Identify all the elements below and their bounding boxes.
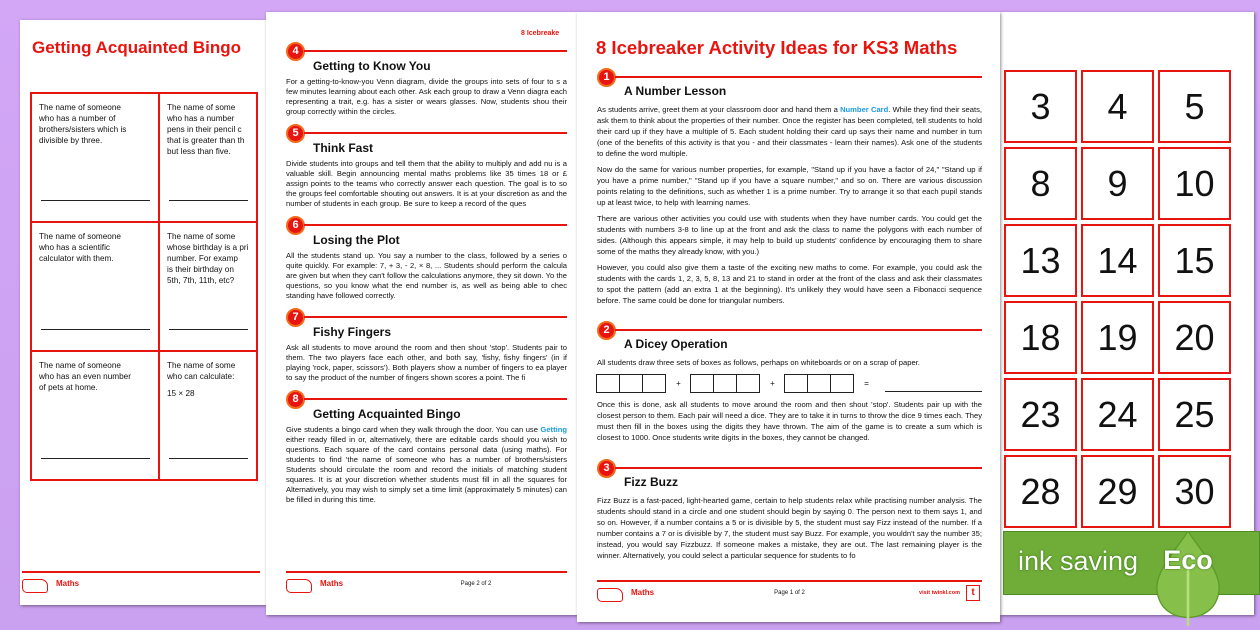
number-card: 13 bbox=[1004, 224, 1077, 297]
text-line: and the number of students in each group. Be sure to keep a record of the ques bbox=[286, 189, 567, 208]
number-card: 20 bbox=[1158, 301, 1231, 374]
bingo-grid bbox=[30, 92, 258, 481]
equals-sign: = bbox=[864, 379, 869, 388]
answer-line bbox=[885, 376, 982, 392]
paragraph: There are various other activities you could use with students when they have number cards. You could get the students with numbers 3-8 to line up at the front and ask the class to name the polygons with each number of sides. (Although this appears simple, it may help to build up students' confidence by encouraging them to share some of the maths they already know, with you.) bbox=[597, 214, 982, 256]
paragraph: Now do the same for various number properties, for example, "Stand up if you have a factor of 24," "Stand up if you have a prime number," "Stand up if you have a square number," and so on. There are various discussion points relating to the definitions, such as whether 1 is a prime number. Try to arrange it so that each pupil stands up at least twice, to help with learning names. bbox=[597, 165, 982, 207]
cell-text-line: The name of some bbox=[167, 361, 236, 370]
footer-page-number: Page 1 of 2 bbox=[774, 590, 805, 596]
answer-line bbox=[41, 200, 150, 201]
twinkl-logo-icon bbox=[286, 579, 312, 593]
bingo-title: Getting Acquainted Bingo bbox=[32, 38, 242, 57]
bingo-cell bbox=[159, 222, 257, 351]
footer-subject: Maths bbox=[320, 579, 344, 588]
text-line: Divide students into groups and tell them that the ability to multiply and add nu bbox=[286, 159, 553, 168]
number-card: 5 bbox=[1158, 70, 1231, 143]
number-card: 3 bbox=[1004, 70, 1077, 143]
cell-text-line: The name of someone bbox=[39, 361, 121, 370]
answer-line bbox=[41, 458, 150, 459]
paragraph bbox=[286, 251, 567, 301]
answer-line bbox=[169, 200, 248, 201]
section-number-badge: 7 bbox=[286, 308, 305, 327]
text-line: can be filled in during this time. bbox=[286, 485, 567, 504]
twinkl-logo-icon bbox=[597, 588, 623, 602]
paragraph: Once this is done, ask all students to move around the room and then shout 'stop'. Students pair up with the closest person to them. Each pair will need a dice. They are to take it in turns to throw the dice 9 times each. They must then fill in the boxes using the digits they have thrown. The aim of the game is to create a sum which is closest to 1000. Once students write digits in the boxes, they cannot be changed. bbox=[597, 400, 982, 442]
page-title: 8 Icebreaker Activity Ideas for KS3 Maths bbox=[596, 37, 958, 58]
section-heading: Fizz Buzz bbox=[624, 475, 678, 489]
cell-text-line: that is greater than th bbox=[167, 136, 245, 145]
cell-text-line: pens in their pencil c bbox=[167, 125, 242, 134]
number-card: 25 bbox=[1158, 378, 1231, 451]
section-getting-to-know-you bbox=[286, 42, 567, 117]
bingo-cell bbox=[159, 351, 257, 480]
section-heading: Think Fast bbox=[313, 141, 374, 155]
answer-line bbox=[169, 458, 248, 459]
section-divider bbox=[304, 316, 567, 318]
text-line: All the students stand up. You say a number to the class, followed by a series o bbox=[286, 251, 567, 260]
paragraph: All students draw three sets of boxes as follows, perhaps on whiteboards or on a scrap of paper. bbox=[597, 358, 920, 367]
number-card: 28 bbox=[1004, 455, 1077, 528]
text-line: questions. Each square of the card contains personal data (using maths). For bbox=[286, 445, 567, 454]
cell-text-line: The name of some bbox=[167, 103, 236, 112]
number-card-link[interactable]: Number Card bbox=[840, 105, 889, 114]
section-heading: Getting Acquainted Bingo bbox=[313, 407, 461, 421]
section-number-badge: 4 bbox=[286, 42, 305, 61]
section-divider bbox=[304, 398, 567, 400]
page-footer bbox=[286, 571, 567, 593]
number-card: 19 bbox=[1081, 301, 1154, 374]
section-number-badge: 3 bbox=[597, 459, 616, 478]
section-number-badge: 6 bbox=[286, 216, 305, 235]
number-card: 30 bbox=[1158, 455, 1231, 528]
text-line: Alternatively, you may wish to simply set a time limit (approximately 5 minutes) bbox=[286, 485, 553, 494]
cell-text-line: who can calculate: bbox=[167, 372, 235, 381]
bingo-cell bbox=[159, 93, 257, 222]
paragraph bbox=[286, 343, 567, 383]
number-card-grid bbox=[1004, 70, 1231, 528]
section-number-badge: 2 bbox=[597, 321, 616, 340]
cell-text-line: 15 × 28 bbox=[167, 389, 195, 398]
cell-text-line: The name of someone bbox=[39, 103, 121, 112]
section-losing-the-plot bbox=[286, 216, 567, 301]
bingo-cell bbox=[31, 222, 159, 351]
cell-text-line: who has a number bbox=[167, 114, 235, 123]
bingo-cell bbox=[31, 351, 159, 480]
text-line: assign points to the teams who correctly answer each question. The goal is to bbox=[286, 179, 557, 188]
text-line: Students should circulate the room and record the initials of matching student bbox=[286, 465, 567, 474]
bingo-link[interactable]: Getting bbox=[540, 425, 567, 434]
cell-text-line: who has a number of bbox=[39, 114, 116, 123]
number-card: 23 bbox=[1004, 378, 1077, 451]
text-line: students to find 'the name of someone who has a number of brothers/sisters bbox=[286, 455, 567, 464]
section-heading: Fishy Fingers bbox=[313, 325, 392, 339]
cell-text-line: but less than five. bbox=[167, 147, 231, 156]
cell-text-line: brothers/sisters which is bbox=[39, 125, 127, 134]
digit-boxes-diagram bbox=[597, 374, 982, 393]
eco-badge-label: Eco bbox=[1163, 545, 1213, 575]
number-card: 4 bbox=[1081, 70, 1154, 143]
page-header: 8 Icebreake bbox=[521, 30, 560, 37]
text-line: quite quickly. For example: 7, + 3, - 2, × 8, ... Students should perform the calcula bbox=[286, 261, 567, 270]
text-line: their group correctly within the circles. bbox=[286, 97, 567, 116]
text-line: standing have followed correctly. bbox=[286, 291, 396, 300]
cell-text-line: is their birthday on bbox=[167, 265, 234, 274]
number-card: 9 bbox=[1081, 147, 1154, 220]
section-fishy-fingers bbox=[286, 308, 567, 383]
paragraph: However, you could also give them a taste of the exciting new maths to come. For example, you could ask the students with the cards 1, 2, 3, 5, 8, 13 and 21 to stand in order at the front of the class and ask their classmates to spot the pattern (add an extra 1 at the beginning). It's unlikely they would have seen a Fibonacci sequence before. The same could be done for triangular numbers. bbox=[597, 263, 982, 305]
number-card: 10 bbox=[1158, 147, 1231, 220]
footer-page-number: Page 2 of 2 bbox=[460, 581, 492, 587]
bingo-cell bbox=[31, 93, 159, 222]
text-line: is a valuable skill. Begin announcing mental maths problems like 35 times 18 or £ bbox=[286, 159, 567, 178]
number-card: 29 bbox=[1081, 455, 1154, 528]
digit-box-set bbox=[691, 374, 760, 393]
section-divider bbox=[615, 76, 982, 78]
text-line: if playing 'rock, paper, scissors'). Both players show a number of fingers to ea bbox=[286, 353, 567, 372]
page-footer bbox=[22, 571, 260, 593]
number-card: 14 bbox=[1081, 224, 1154, 297]
bingo-sheet-page bbox=[20, 20, 266, 605]
page-footer bbox=[597, 580, 982, 602]
text-line: Ask all students to move around the room and then shout 'stop'. Students pair bbox=[286, 343, 558, 352]
section-heading: Losing the Plot bbox=[313, 233, 400, 247]
number-card: 8 bbox=[1004, 147, 1077, 220]
paragraph bbox=[286, 425, 567, 505]
plus-sign: + bbox=[676, 379, 681, 388]
text-line: For a getting-to-know-you Venn diagram, divide the groups into sets of four to s bbox=[286, 77, 561, 86]
cell-text-line: divisible by three. bbox=[39, 136, 103, 145]
section-divider bbox=[615, 467, 982, 469]
activity-page-1 bbox=[577, 12, 1000, 622]
section-divider bbox=[304, 50, 567, 52]
cell-text-line: who has a scientific bbox=[39, 243, 110, 252]
number-card: 18 bbox=[1004, 301, 1077, 374]
section-heading: A Number Lesson bbox=[624, 84, 727, 98]
text: Give students a bingo card when they walk through the door. You can use bbox=[286, 425, 541, 434]
footer-subject: Maths bbox=[56, 579, 80, 588]
activity-page-2 bbox=[266, 12, 577, 615]
text-line: the questions, so you know what the end number is, as well as being able to chec bbox=[286, 271, 567, 290]
section-think-fast bbox=[286, 124, 567, 209]
twinkl-badge-icon: t bbox=[966, 585, 980, 601]
plus-sign: + bbox=[770, 379, 775, 388]
text-line: player to say the product of the number of fingers shown scores a point. The fi bbox=[286, 363, 567, 382]
section-heading: A Dicey Operation bbox=[624, 337, 728, 351]
paragraph bbox=[286, 77, 567, 117]
paragraph: Fizz Buzz is a fast-paced, light-hearted game, certain to help students relax while practising number analysis. The students should stand in a circle and one student should begin by saying 0. The person next to them says 1, and so on. However, if a number contains a 5 or is divisible by 5, the student must say Fizz instead of the number. If a number contains a 7 or is divisible by 7, the student must say Buzz. For example, you wouldn't say the number 35; instead, you would say Fizzbuzz. If someone makes a mistake, they are out. The last remaining player is the winner. Alternatively, you could select a particular sequence for students to fo bbox=[597, 496, 982, 560]
cell-text-line: The name of someone bbox=[39, 232, 121, 241]
section-number-badge: 5 bbox=[286, 124, 305, 143]
cell-text-line: whose birthday is a pri bbox=[167, 243, 249, 252]
text-line: squares. It is at your discretion whether students must fill in all the squares for bbox=[286, 475, 567, 484]
text-line: a few minutes learning about each other. Ask each group to draw a Venn diagra bbox=[286, 77, 567, 96]
number-cards-page bbox=[1000, 12, 1254, 615]
answer-line bbox=[169, 329, 248, 330]
number-card: 24 bbox=[1081, 378, 1154, 451]
cell-text-line: The name of some bbox=[167, 232, 236, 241]
cell-text-line: of pets at home. bbox=[39, 383, 98, 392]
section-heading: Getting to Know You bbox=[313, 59, 431, 73]
cell-text-line: who has an even number bbox=[39, 372, 131, 381]
footer-visit-link[interactable]: visit twinkl.com bbox=[919, 590, 960, 596]
answer-line bbox=[41, 329, 150, 330]
digit-box-set bbox=[597, 374, 666, 393]
text-line: are given but when they can't follow the calculations anymore, they sit down. Yo bbox=[286, 271, 555, 280]
text-line: to them. The two players face each other, and both say, 'fishy, fishy fingers' (in bbox=[286, 343, 567, 362]
cell-text-line: calculator with them. bbox=[39, 254, 114, 263]
section-divider bbox=[304, 224, 567, 226]
text-line: each representing a trait, e.g. has a sister or wears glasses. Now, students shou bbox=[286, 87, 567, 106]
section-divider bbox=[615, 329, 982, 331]
ink-saving-label: ink saving bbox=[1018, 546, 1139, 576]
section-number-badge: 1 bbox=[597, 68, 616, 87]
cell-text-line: number. For examp bbox=[167, 254, 238, 263]
cell-text-line: 5th, 7th, 11th, etc? bbox=[167, 276, 235, 285]
paragraph bbox=[597, 104, 982, 159]
text-line: either ready filled in or, alternatively, there are editable cards should you wish to bbox=[286, 435, 567, 444]
text: As students arrive, greet them at your classroom door and hand them a bbox=[597, 105, 841, 114]
ink-saving-banner bbox=[1003, 531, 1260, 595]
number-card: 15 bbox=[1158, 224, 1231, 297]
section-getting-acquainted-bingo bbox=[286, 390, 567, 505]
section-number-badge: 8 bbox=[286, 390, 305, 409]
page-2-sections bbox=[286, 42, 567, 512]
text-line: so the groups feel comfortable shouting out answers. It is at your discretion as bbox=[286, 179, 567, 198]
section-divider bbox=[304, 132, 567, 134]
twinkl-logo-icon bbox=[22, 579, 48, 593]
paragraph bbox=[286, 159, 567, 209]
digit-box-set bbox=[785, 374, 854, 393]
footer-subject: Maths bbox=[631, 588, 655, 597]
text: . While they find their seats, ask them to think about the properties of their number. Once the register has been completed, tell students to hold their card up if they have a multiple of 5. Each student holding their card up says their name and number in turn (one of the benefits of this activity is that you - and their classmates - learn their names). Ask one of the students to define the word multiple. bbox=[597, 105, 983, 158]
